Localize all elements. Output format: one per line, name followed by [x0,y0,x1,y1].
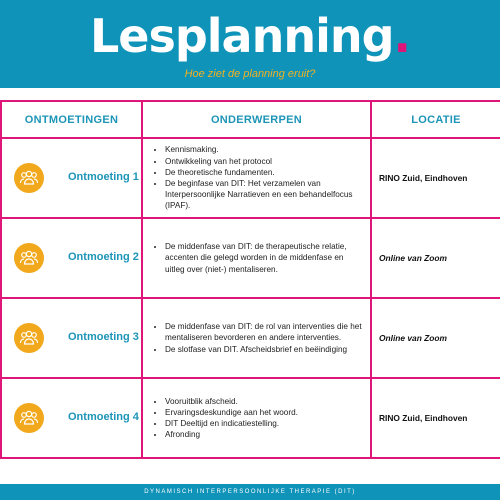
page-title [0,8,500,64]
topics-cell [142,298,371,378]
meeting-label: Ontmoeting 4 [68,411,139,423]
list-item: • De theoretische fundamenten. [165,167,362,178]
meeting-cell [1,298,142,378]
meeting-cell [1,378,142,458]
location-cell: RINO Zuid, Eindhoven [371,378,500,458]
topics-cell [142,218,371,298]
meeting-cell [1,218,142,298]
group-people-icon [14,403,44,433]
schedule-table [0,100,500,459]
table-row [1,138,500,218]
topics-list [143,241,370,275]
header-topics: ONDERWERPEN [142,101,371,138]
list-item: • Vooruitblik afscheid. [165,396,362,407]
location-cell: RINO Zuid, Eindhoven [371,138,500,218]
location-cell: Online van Zoom [371,298,500,378]
table-row [1,298,500,378]
topics-list [143,396,370,441]
meeting-label: Ontmoeting 3 [68,331,139,343]
topics-list [143,321,370,355]
list-item: • DIT Deeltijd en indicatiestelling. [165,418,362,429]
title-dot: . [393,9,411,63]
topics-list [143,144,370,211]
title-text: Lesplanning [89,9,394,63]
page-subtitle: Hoe ziet de planning eruit? [184,68,316,80]
location-cell: Online van Zoom [371,218,500,298]
list-item: • Kennismaking. [165,144,362,155]
header-meetings: ONTMOETINGEN [1,101,142,138]
table-row [1,378,500,458]
topics-cell [142,138,371,218]
header-location: LOCATIE [371,101,500,138]
group-people-icon [14,243,44,273]
meeting-label: Ontmoeting 2 [68,251,139,263]
header-banner [0,0,500,88]
meeting-label: Ontmoeting 1 [68,171,139,183]
list-item: • De beginfase van DIT: Het verzamelen van Interpersoonlijke Narratieven en een behandelfocus (IPAF). [165,178,362,212]
group-people-icon [14,323,44,353]
list-item: • Ervaringsdeskundige aan het woord. [165,407,362,418]
list-item: • De middenfase van DIT: de therapeutische relatie, accenten die gelegd worden in de middenfase en uitleg over (niet-) mentaliseren. [165,241,362,275]
topics-cell [142,378,371,458]
group-people-icon [14,163,44,193]
footer-banner: DYNAMISCH INTERPERSOONLIJKE THERAPIE (DIT) [0,484,500,500]
table-row [1,218,500,298]
list-item: • De middenfase van DIT: de rol van interventies die het mentaliseren bevorderen en andere interventies. [165,321,362,343]
meeting-cell [1,138,142,218]
table-header-row [1,101,500,138]
list-item: • De slotfase van DIT. Afscheidsbrief en beëindiging [165,344,362,355]
list-item: • Ontwikkeling van het protocol [165,156,362,167]
list-item: • Afronding [165,429,362,440]
